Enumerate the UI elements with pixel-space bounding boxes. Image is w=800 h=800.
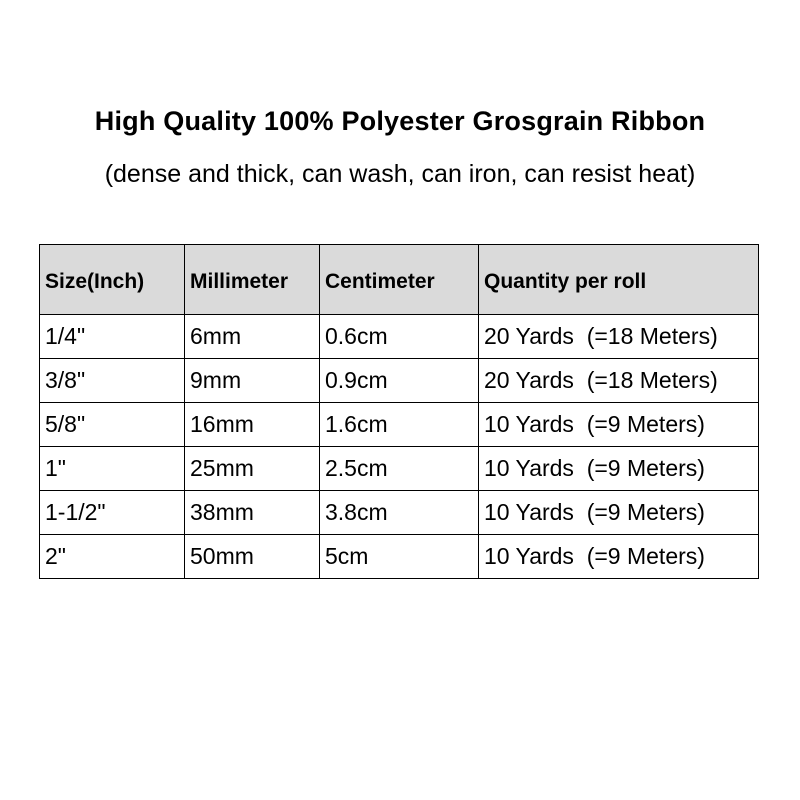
cell-quantity: 20 Yards (=18 Meters) [479, 315, 759, 359]
size-spec-table [39, 244, 759, 579]
cell-millimeter: 16mm [185, 403, 320, 447]
column-header-quantity: Quantity per roll [479, 245, 759, 315]
cell-millimeter: 50mm [185, 535, 320, 579]
cell-quantity: 10 Yards (=9 Meters) [479, 403, 759, 447]
table-header-row [40, 245, 759, 315]
cell-quantity: 10 Yards (=9 Meters) [479, 535, 759, 579]
cell-centimeter: 1.6cm [320, 403, 479, 447]
cell-size: 5/8" [40, 403, 185, 447]
table-row [40, 359, 759, 403]
cell-size: 1" [40, 447, 185, 491]
page-title: High Quality 100% Polyester Grosgrain Ribbon [94, 106, 706, 136]
cell-millimeter: 6mm [185, 315, 320, 359]
cell-size: 1-1/2" [40, 491, 185, 535]
column-header-size: Size(Inch) [40, 245, 185, 315]
table-row [40, 491, 759, 535]
cell-millimeter: 9mm [185, 359, 320, 403]
cell-size: 2" [40, 535, 185, 579]
cell-centimeter: 3.8cm [320, 491, 479, 535]
cell-centimeter: 5cm [320, 535, 479, 579]
table-row [40, 535, 759, 579]
cell-centimeter: 2.5cm [320, 447, 479, 491]
cell-centimeter: 0.9cm [320, 359, 479, 403]
table-row [40, 403, 759, 447]
table-body [40, 315, 759, 579]
table-row [40, 447, 759, 491]
table-header [40, 245, 759, 315]
cell-quantity: 20 Yards (=18 Meters) [479, 359, 759, 403]
cell-quantity: 10 Yards (=9 Meters) [479, 447, 759, 491]
table-row [40, 315, 759, 359]
page-subtitle: (dense and thick, can wash, can iron, can resist heat) [104, 160, 696, 188]
cell-millimeter: 38mm [185, 491, 320, 535]
cell-centimeter: 0.6cm [320, 315, 479, 359]
cell-size: 3/8" [40, 359, 185, 403]
cell-size: 1/4" [40, 315, 185, 359]
cell-quantity: 10 Yards (=9 Meters) [479, 491, 759, 535]
column-header-millimeter: Millimeter [185, 245, 320, 315]
cell-millimeter: 25mm [185, 447, 320, 491]
column-header-centimeter: Centimeter [320, 245, 479, 315]
